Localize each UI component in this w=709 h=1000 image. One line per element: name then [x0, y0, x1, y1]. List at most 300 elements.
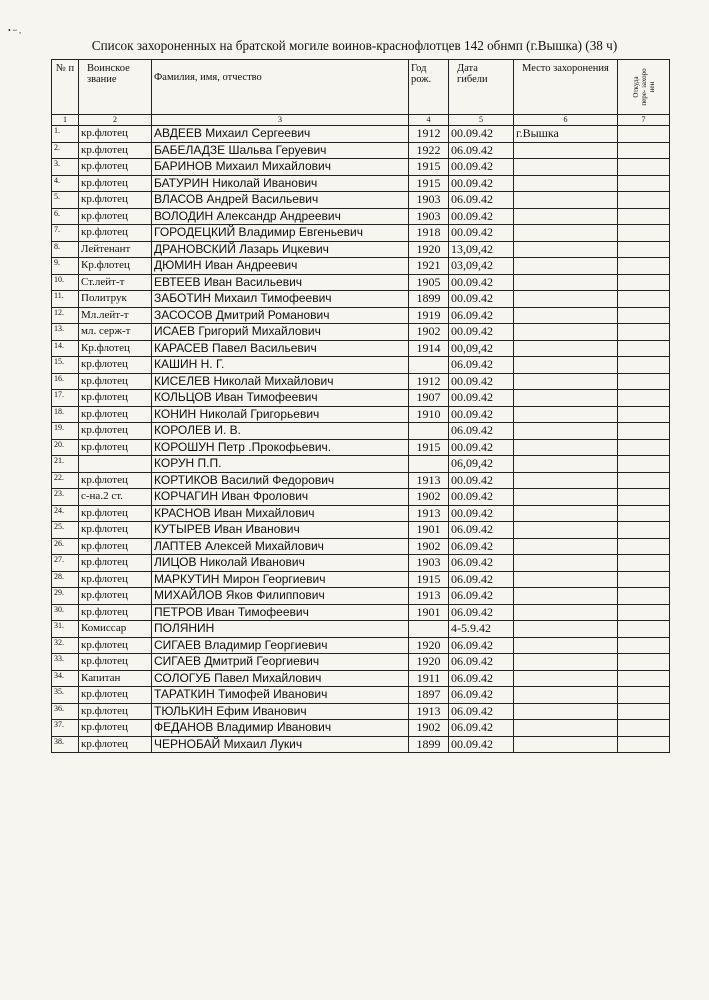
death-date: 00.09.42: [449, 390, 514, 407]
row-number: 30.: [52, 604, 79, 621]
death-date: 06.09.42: [449, 720, 514, 737]
birth-year: 1903: [409, 208, 449, 225]
row-number: 2.: [52, 142, 79, 159]
burial-place: [514, 736, 618, 753]
birth-year: 1920: [409, 654, 449, 671]
reburied-from: [618, 175, 670, 192]
military-rank: Политрук: [79, 291, 152, 308]
full-name: БАБЕЛАДЗЕ Шальва Геруевич: [152, 142, 409, 159]
military-rank: кр.флотец: [79, 555, 152, 572]
reburied-from: [618, 307, 670, 324]
death-date: 03,09,42: [449, 258, 514, 275]
row-number: 34.: [52, 670, 79, 687]
header-date: Дата гибели: [449, 60, 514, 115]
row-number: 10.: [52, 274, 79, 291]
birth-year: 1902: [409, 324, 449, 341]
birth-year: 1903: [409, 192, 449, 209]
row-number: 5.: [52, 192, 79, 209]
military-rank: кр.флотец: [79, 406, 152, 423]
death-date: 06.09.42: [449, 637, 514, 654]
burial-place: [514, 588, 618, 605]
reburied-from: [618, 324, 670, 341]
death-date: 06.09.42: [449, 604, 514, 621]
birth-year: 1920: [409, 241, 449, 258]
burial-place: [514, 621, 618, 638]
table-row: [52, 406, 670, 423]
row-number: 22.: [52, 472, 79, 489]
military-rank: Кр.флотец: [79, 258, 152, 275]
death-date: 00.09.42: [449, 324, 514, 341]
header-num: № п: [52, 60, 79, 115]
row-number: 37.: [52, 720, 79, 737]
burial-place: [514, 241, 618, 258]
table-header-row: [52, 60, 670, 115]
reburied-from: [618, 258, 670, 275]
row-number: 27.: [52, 555, 79, 572]
reburied-from: [618, 538, 670, 555]
full-name: КОРОШУН Петр .Прокофьевич.: [152, 439, 409, 456]
reburied-from: [618, 456, 670, 473]
full-name: БАТУРИН Николай Иванович: [152, 175, 409, 192]
header-origin: [618, 60, 670, 115]
burial-place: [514, 225, 618, 242]
burial-place: [514, 571, 618, 588]
table-row: [52, 703, 670, 720]
birth-year: 1918: [409, 225, 449, 242]
reburied-from: [618, 489, 670, 506]
death-date: 00.09.42: [449, 489, 514, 506]
reburied-from: [618, 588, 670, 605]
burial-place: [514, 703, 618, 720]
row-number: 21.: [52, 456, 79, 473]
death-date: 06.09.42: [449, 538, 514, 555]
header-rank: Воинское звание: [79, 60, 152, 115]
death-date: 06.09.42: [449, 687, 514, 704]
birth-year: 1903: [409, 555, 449, 572]
birth-year: 1913: [409, 703, 449, 720]
birth-year: 1911: [409, 670, 449, 687]
table-row: [52, 390, 670, 407]
full-name: КУТЫРЕВ Иван Иванович: [152, 522, 409, 539]
column-number-row: [52, 115, 670, 126]
table-row: [52, 291, 670, 308]
table-row: [52, 423, 670, 440]
death-date: 00,09,42: [449, 340, 514, 357]
reburied-from: [618, 192, 670, 209]
full-name: ВЛАСОВ Андрей Васильевич: [152, 192, 409, 209]
full-name: ЛАПТЕВ Алексей Михайлович: [152, 538, 409, 555]
military-rank: кр.флотец: [79, 175, 152, 192]
full-name: ЛИЦОВ Николай Иванович: [152, 555, 409, 572]
reburied-from: [618, 126, 670, 143]
military-rank: кр.флотец: [79, 357, 152, 374]
table-row: [52, 654, 670, 671]
full-name: ПОЛЯНИН: [152, 621, 409, 638]
table-row: [52, 505, 670, 522]
full-name: ДРАНОВСКИЙ Лазарь Ицкевич: [152, 241, 409, 258]
table-row: [52, 340, 670, 357]
full-name: ИСАЕВ Григорий Михайлович: [152, 324, 409, 341]
reburied-from: [618, 736, 670, 753]
scan-speck-mark: • ~ ,: [8, 26, 22, 35]
full-name: МАРКУТИН Мирон Георгиевич: [152, 571, 409, 588]
death-date: 00.09.42: [449, 406, 514, 423]
row-number: 25.: [52, 522, 79, 539]
table-row: [52, 472, 670, 489]
row-number: 7.: [52, 225, 79, 242]
birth-year: 1921: [409, 258, 449, 275]
military-rank: кр.флотец: [79, 390, 152, 407]
row-number: 32.: [52, 637, 79, 654]
full-name: МИХАЙЛОВ Яков Филиппович: [152, 588, 409, 605]
table-row: [52, 604, 670, 621]
burial-place: [514, 555, 618, 572]
full-name: КОНИН Николай Григорьевич: [152, 406, 409, 423]
table-row: [52, 274, 670, 291]
death-date: 00.09.42: [449, 736, 514, 753]
row-number: 24.: [52, 505, 79, 522]
row-number: 36.: [52, 703, 79, 720]
row-number: 11.: [52, 291, 79, 308]
burial-place: [514, 192, 618, 209]
military-rank: кр.флотец: [79, 439, 152, 456]
full-name: ТЮЛЬКИН Ефим Иванович: [152, 703, 409, 720]
death-date: 06.09.42: [449, 307, 514, 324]
row-number: 26.: [52, 538, 79, 555]
table-row: [52, 736, 670, 753]
row-number: 9.: [52, 258, 79, 275]
birth-year: 1897: [409, 687, 449, 704]
military-rank: Лейтенант: [79, 241, 152, 258]
birth-year: [409, 423, 449, 440]
death-date: 06.09.42: [449, 571, 514, 588]
military-rank: кр.флотец: [79, 637, 152, 654]
table-row: [52, 571, 670, 588]
burial-place: [514, 505, 618, 522]
row-number: 1.: [52, 126, 79, 143]
row-number: 38.: [52, 736, 79, 753]
burial-place: [514, 720, 618, 737]
full-name: СОЛОГУБ Павел Михайлович: [152, 670, 409, 687]
birth-year: 1913: [409, 505, 449, 522]
reburied-from: [618, 670, 670, 687]
table-row: [52, 159, 670, 176]
full-name: ВОЛОДИН Александр Андреевич: [152, 208, 409, 225]
column-number: 1: [52, 115, 79, 126]
table-row: [52, 489, 670, 506]
row-number: 12.: [52, 307, 79, 324]
reburied-from: [618, 423, 670, 440]
burial-place: [514, 538, 618, 555]
row-number: 35.: [52, 687, 79, 704]
table-row: [52, 324, 670, 341]
burial-place: [514, 522, 618, 539]
burial-place: [514, 142, 618, 159]
full-name: ПЕТРОВ Иван Тимофеевич: [152, 604, 409, 621]
reburied-from: [618, 555, 670, 572]
military-rank: кр.флотец: [79, 571, 152, 588]
birth-year: 1902: [409, 538, 449, 555]
reburied-from: [618, 571, 670, 588]
row-number: 8.: [52, 241, 79, 258]
birth-year: 1915: [409, 175, 449, 192]
burial-place: [514, 390, 618, 407]
burial-place: [514, 456, 618, 473]
reburied-from: [618, 687, 670, 704]
row-number: 33.: [52, 654, 79, 671]
burial-list-table: [51, 59, 670, 753]
death-date: 06.09.42: [449, 357, 514, 374]
full-name: ДЮМИН Иван Андреевич: [152, 258, 409, 275]
table-row: [52, 208, 670, 225]
reburied-from: [618, 654, 670, 671]
table-row: [52, 687, 670, 704]
military-rank: кр.флотец: [79, 687, 152, 704]
death-date: 00.09.42: [449, 175, 514, 192]
birth-year: 1912: [409, 373, 449, 390]
burial-place: [514, 324, 618, 341]
column-number: 7: [618, 115, 670, 126]
death-date: 4-5.9.42: [449, 621, 514, 638]
burial-place: [514, 406, 618, 423]
row-number: 20.: [52, 439, 79, 456]
reburied-from: [618, 390, 670, 407]
burial-place: [514, 175, 618, 192]
reburied-from: [618, 621, 670, 638]
death-date: 06.09.42: [449, 192, 514, 209]
death-date: 06,09,42: [449, 456, 514, 473]
birth-year: 1902: [409, 489, 449, 506]
row-number: 16.: [52, 373, 79, 390]
death-date: 00.09.42: [449, 373, 514, 390]
full-name: КАШИН Н. Г.: [152, 357, 409, 374]
military-rank: [79, 456, 152, 473]
reburied-from: [618, 703, 670, 720]
burial-place: [514, 687, 618, 704]
death-date: 00.09.42: [449, 505, 514, 522]
military-rank: кр.флотец: [79, 538, 152, 555]
table-row: [52, 439, 670, 456]
reburied-from: [618, 406, 670, 423]
birth-year: 1899: [409, 736, 449, 753]
death-date: 06.09.42: [449, 522, 514, 539]
table-row: [52, 241, 670, 258]
full-name: КОРЧАГИН Иван Фролович: [152, 489, 409, 506]
full-name: СИГАЕВ Дмитрий Георгиевич: [152, 654, 409, 671]
death-date: 06.09.42: [449, 555, 514, 572]
military-rank: кр.флотец: [79, 505, 152, 522]
row-number: 13.: [52, 324, 79, 341]
military-rank: кр.флотец: [79, 208, 152, 225]
military-rank: Комиссар: [79, 621, 152, 638]
military-rank: кр.флотец: [79, 225, 152, 242]
table-row: [52, 522, 670, 539]
reburied-from: [618, 373, 670, 390]
header-year: Год рож.: [409, 60, 449, 115]
full-name: КОРОЛЕВ И. В.: [152, 423, 409, 440]
full-name: АВДЕЕВ Михаил Сергеевич: [152, 126, 409, 143]
table-row: [52, 621, 670, 638]
reburied-from: [618, 340, 670, 357]
burial-place: [514, 604, 618, 621]
reburied-from: [618, 522, 670, 539]
burial-place: [514, 357, 618, 374]
reburied-from: [618, 142, 670, 159]
reburied-from: [618, 274, 670, 291]
full-name: КОРТИКОВ Василий Федорович: [152, 472, 409, 489]
burial-place: [514, 159, 618, 176]
table-row: [52, 175, 670, 192]
burial-place: [514, 340, 618, 357]
reburied-from: [618, 439, 670, 456]
burial-place: [514, 472, 618, 489]
full-name: ГОРОДЕЦКИЙ Владимир Евгеньевич: [152, 225, 409, 242]
full-name: ЗАСОСОВ Дмитрий Романович: [152, 307, 409, 324]
birth-year: 1920: [409, 637, 449, 654]
death-date: 06.09.42: [449, 654, 514, 671]
full-name: КИСЕЛЕВ Николай Михайлович: [152, 373, 409, 390]
death-date: 06.09.42: [449, 670, 514, 687]
birth-year: 1915: [409, 159, 449, 176]
birth-year: 1901: [409, 522, 449, 539]
birth-year: 1912: [409, 126, 449, 143]
death-date: 13,09,42: [449, 241, 514, 258]
burial-place: [514, 423, 618, 440]
death-date: 00.09.42: [449, 472, 514, 489]
table-row: [52, 126, 670, 143]
page-title: Список захороненных на братской могиле воинов-краснофлотцев 142 обнмп (г.Вышка) (38 ч): [91, 38, 618, 53]
table-row: [52, 192, 670, 209]
reburied-from: [618, 720, 670, 737]
table-row: [52, 456, 670, 473]
military-rank: кр.флотец: [79, 720, 152, 737]
reburied-from: [618, 604, 670, 621]
death-date: 06.09.42: [449, 423, 514, 440]
birth-year: 1913: [409, 472, 449, 489]
row-number: 14.: [52, 340, 79, 357]
birth-year: 1907: [409, 390, 449, 407]
burial-place: [514, 307, 618, 324]
death-date: 00.09.42: [449, 274, 514, 291]
birth-year: [409, 456, 449, 473]
row-number: 17.: [52, 390, 79, 407]
reburied-from: [618, 505, 670, 522]
table-row: [52, 373, 670, 390]
military-rank: кр.флотец: [79, 522, 152, 539]
row-number: 23.: [52, 489, 79, 506]
full-name: ЗАБОТИН Михаил Тимофеевич: [152, 291, 409, 308]
reburied-from: [618, 241, 670, 258]
row-number: 19.: [52, 423, 79, 440]
reburied-from: [618, 357, 670, 374]
death-date: 00.09.42: [449, 208, 514, 225]
table-row: [52, 307, 670, 324]
birth-year: 1913: [409, 588, 449, 605]
birth-year: [409, 357, 449, 374]
header-place: Место захоронения: [514, 60, 618, 115]
death-date: 00.09.42: [449, 225, 514, 242]
header-name: Фамилия, имя, отчество: [152, 60, 409, 115]
reburied-from: [618, 225, 670, 242]
military-rank: с-на.2 ст.: [79, 489, 152, 506]
full-name: КАРАСЕВ Павел Васильевич: [152, 340, 409, 357]
burial-place: г.Вышка: [514, 126, 618, 143]
death-date: 06.09.42: [449, 142, 514, 159]
military-rank: мл. серж-т: [79, 324, 152, 341]
column-number: 5: [449, 115, 514, 126]
burial-place: [514, 670, 618, 687]
reburied-from: [618, 291, 670, 308]
row-number: 15.: [52, 357, 79, 374]
table-row: [52, 670, 670, 687]
column-number: 4: [409, 115, 449, 126]
death-date: 06.09.42: [449, 703, 514, 720]
table-row: [52, 258, 670, 275]
full-name: ЕВТЕЕВ Иван Васильевич: [152, 274, 409, 291]
military-rank: кр.флотец: [79, 423, 152, 440]
death-date: 00.09.42: [449, 439, 514, 456]
full-name: ЧЕРНОБАЙ Михаил Лукич: [152, 736, 409, 753]
reburied-from: [618, 637, 670, 654]
birth-year: 1902: [409, 720, 449, 737]
death-date: 00.09.42: [449, 291, 514, 308]
military-rank: Кр.флотец: [79, 340, 152, 357]
full-name: ТАРАТКИН Тимофей Иванович: [152, 687, 409, 704]
table-row: [52, 538, 670, 555]
full-name: КОЛЬЦОВ Иван Тимофеевич: [152, 390, 409, 407]
row-number: 6.: [52, 208, 79, 225]
table-row: [52, 225, 670, 242]
row-number: 31.: [52, 621, 79, 638]
table-row: [52, 637, 670, 654]
header-origin-text: Откуда пере- захоро нен: [631, 68, 656, 106]
full-name: КОРУН П.П.: [152, 456, 409, 473]
table-row: [52, 588, 670, 605]
table-row: [52, 357, 670, 374]
birth-year: 1919: [409, 307, 449, 324]
military-rank: кр.флотец: [79, 373, 152, 390]
table-body: [52, 126, 670, 753]
military-rank: кр.флотец: [79, 703, 152, 720]
birth-year: 1915: [409, 571, 449, 588]
military-rank: кр.флотец: [79, 588, 152, 605]
full-name: БАРИНОВ Михаил Михайлович: [152, 159, 409, 176]
row-number: 18.: [52, 406, 79, 423]
birth-year: 1915: [409, 439, 449, 456]
burial-place: [514, 654, 618, 671]
birth-year: 1905: [409, 274, 449, 291]
birth-year: 1922: [409, 142, 449, 159]
column-number: 2: [79, 115, 152, 126]
military-rank: кр.флотец: [79, 654, 152, 671]
row-number: 3.: [52, 159, 79, 176]
burial-place: [514, 637, 618, 654]
death-date: 00.09.42: [449, 126, 514, 143]
military-rank: кр.флотец: [79, 159, 152, 176]
column-number: 6: [514, 115, 618, 126]
full-name: ФЕДАНОВ Владимир Иванович: [152, 720, 409, 737]
table-row: [52, 142, 670, 159]
burial-place: [514, 208, 618, 225]
military-rank: кр.флотец: [79, 736, 152, 753]
military-rank: кр.флотец: [79, 604, 152, 621]
military-rank: кр.флотец: [79, 192, 152, 209]
death-date: 00.09.42: [449, 159, 514, 176]
row-number: 28.: [52, 571, 79, 588]
birth-year: 1899: [409, 291, 449, 308]
burial-place: [514, 439, 618, 456]
row-number: 29.: [52, 588, 79, 605]
